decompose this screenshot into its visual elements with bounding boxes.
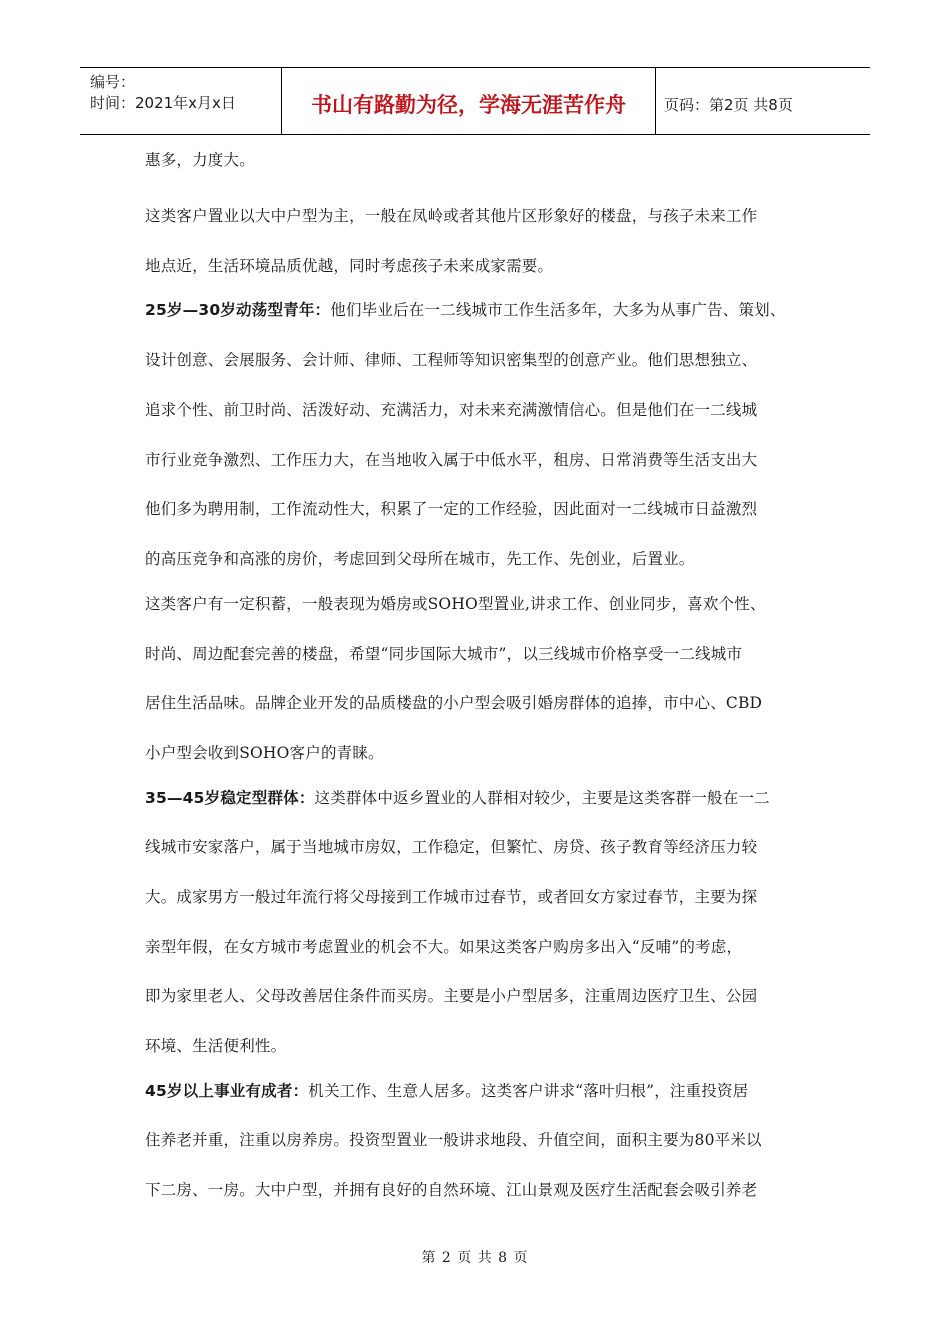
paragraph-heading: 45岁以上事业有成者：: [145, 1082, 309, 1100]
page-header: [80, 67, 870, 135]
date-label: 时间：2021年x月x日: [90, 94, 236, 112]
text-line: 下二房、一房。大中户型，并拥有良好的自然环境、江山景观及医疗生活配套会吸引养老: [145, 1181, 758, 1199]
text-line: 住养老并重，注重以房养房。投资型置业一般讲求地段、升值空间，面积主要为80平米以: [145, 1131, 762, 1149]
text-line: 25岁—30岁动荡型青年：他们毕业后在一二线城市工作生活多年，大多为从事广告、策划、: [145, 301, 786, 319]
text-line: 惠多，力度大。: [145, 151, 255, 169]
text-line: 他们多为聘用制，工作流动性大，积累了一定的工作经验，因此面对一二线城市日益激烈: [145, 500, 758, 518]
text-line: 时尚、周边配套完善的楼盘，希望“同步国际大城市”，以三线城市价格享受一二线城市: [145, 645, 743, 663]
text-line: 小户型会收到SOHO客户的青睐。: [145, 744, 384, 762]
text-line: 居住生活品味。品牌企业开发的品质楼盘的小户型会吸引婚房群体的追捧，市中心、CBD: [145, 694, 763, 712]
text-line: 大。成家男方一般过年流行将父母接到工作城市过春节，或者回女方家过春节，主要为探: [145, 888, 758, 906]
text-line: 45岁以上事业有成者：机关工作、生意人居多。这类客户讲求“落叶归根”，注重投资居: [145, 1082, 749, 1100]
text-line: 35—45岁稳定型群体：这类群体中返乡置业的人群相对较少，主要是这类客群一般在一二: [145, 789, 770, 807]
text-line: 这类客户有一定积蓄，一般表现为婚房或SOHO型置业,讲求工作、创业同步，喜欢个性、: [145, 595, 766, 613]
text-line: 地点近，生活环境品质优越，同时考虑孩子未来成家需要。: [145, 257, 554, 275]
text-line: 即为家里老人、父母改善居住条件而买房。主要是小户型居多，注重周边医疗卫生、公园: [145, 987, 758, 1005]
text-line: 追求个性、前卫时尚、活泼好动、充满活力，对未来充满激情信心。但是他们在一二线城: [145, 401, 758, 419]
header-page-info: 页码：第2页 共8页: [664, 95, 793, 114]
text-line: 这类客户置业以大中户型为主，一般在凤岭或者其他片区形象好的楼盘，与孩子未来工作: [145, 207, 758, 225]
paragraph-heading: 35—45岁稳定型群体：: [145, 789, 315, 807]
text-line: 线城市安家落户，属于当地城市房奴，工作稳定，但繁忙、房贷、孩子教育等经济压力较: [145, 838, 758, 856]
number-label: 编号：: [90, 73, 136, 91]
header-meta: [80, 68, 282, 134]
paragraph-heading: 25岁—30岁动荡型青年：: [145, 301, 331, 319]
text-line: 市行业竞争激烈、工作压力大，在当地收入属于中低水平，租房、日常消费等生活支出大: [145, 451, 758, 469]
text-line: 的高压竞争和高涨的房价，考虑回到父母所在城市，先工作、先创业，后置业。: [145, 550, 695, 568]
page-footer: 第 2 页 共 8 页: [421, 1250, 529, 1266]
text-line: 环境、生活便利性。: [145, 1037, 287, 1055]
header-motto: 书山有路勤为径，学海无涯苦作舟: [282, 68, 656, 134]
text-line: 设计创意、会展服务、会计师、律师、工程师等知识密集型的创意产业。他们思想独立、: [145, 351, 758, 369]
text-line: 亲型年假，在女方城市考虑置业的机会不大。如果这类客户购房多出入“反哺”的考虑，: [145, 938, 743, 956]
